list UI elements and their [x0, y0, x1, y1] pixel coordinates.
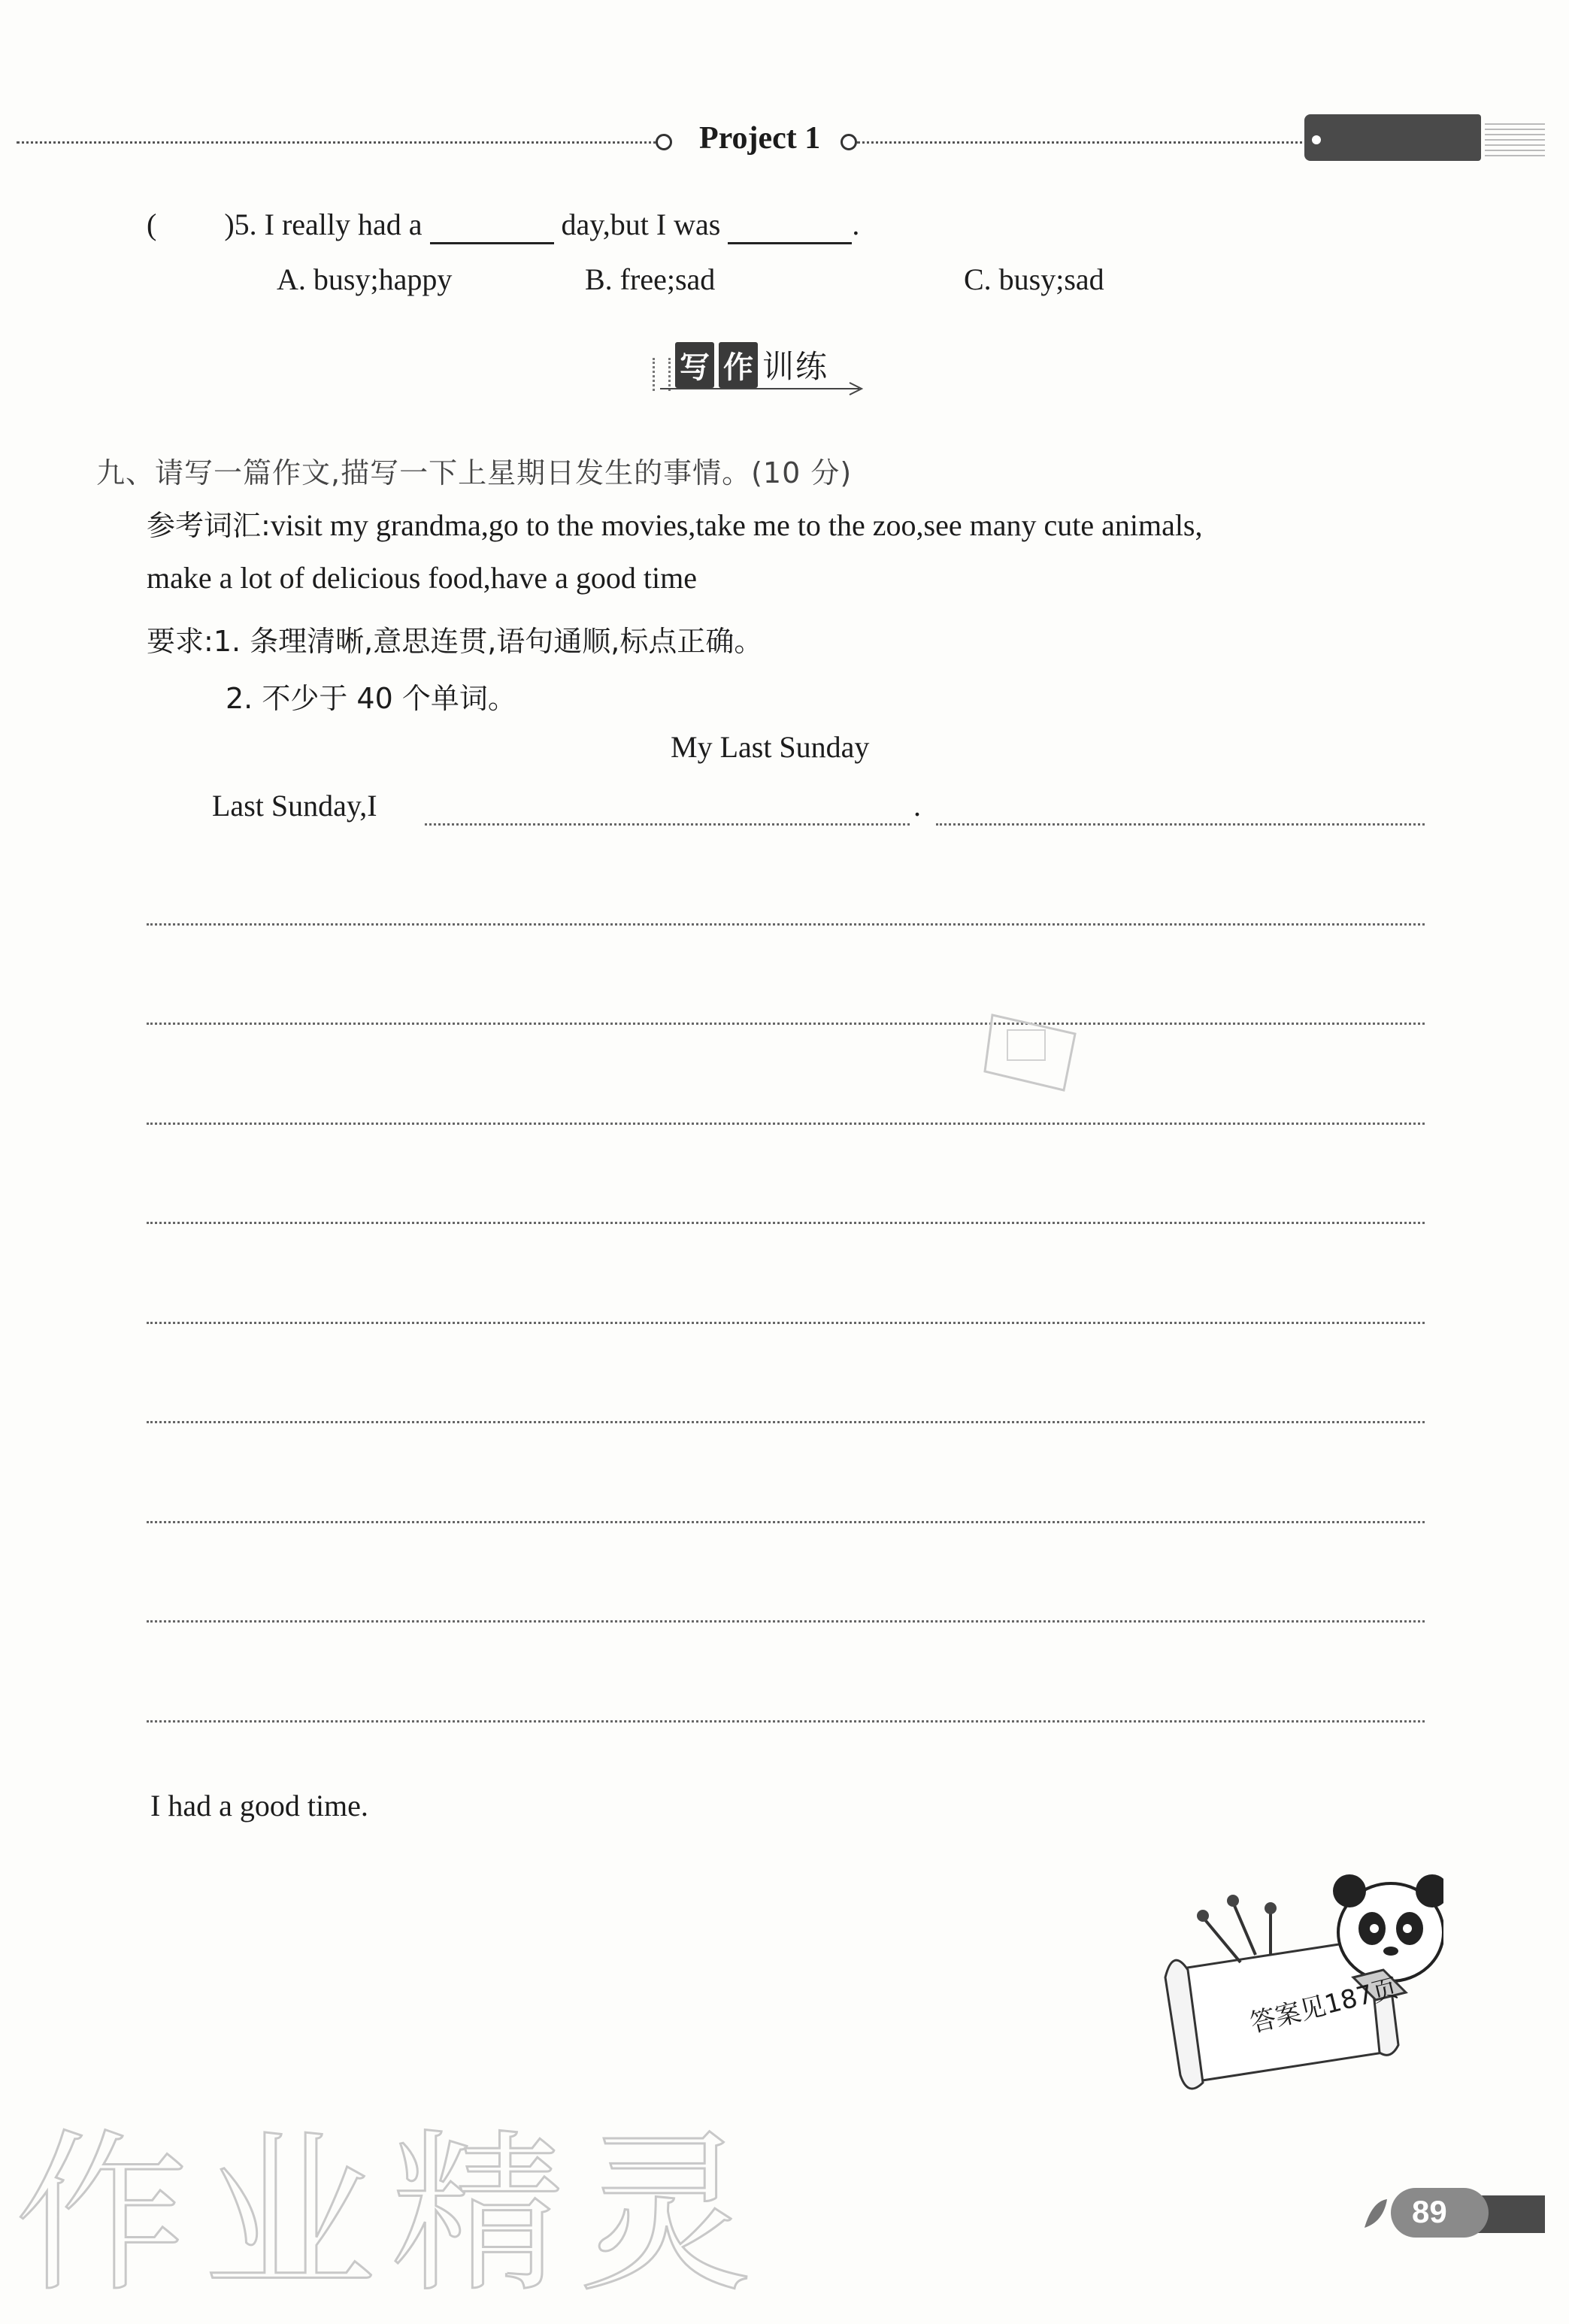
page-number: 89: [1412, 2194, 1447, 2229]
header-circle-left: [656, 134, 672, 150]
question-5: [147, 207, 859, 244]
section-tag-1: 写: [675, 342, 714, 388]
page-number-badge: [1361, 2188, 1549, 2241]
writing-line[interactable]: [147, 923, 1425, 926]
essay-title: My Last Sunday: [671, 730, 870, 764]
requirement-1: 1. 条理清晰,意思连贯,语句通顺,标点正确。: [213, 625, 763, 658]
header-tab: [1304, 114, 1481, 161]
writing-line-first-cont[interactable]: [936, 823, 1425, 826]
question-number: 5.: [234, 208, 257, 241]
essay-opening: Last Sunday,I: [212, 789, 377, 823]
answer-note: 答案见187页: [1246, 1973, 1401, 2039]
answer-paren-close: ): [224, 208, 235, 241]
option-b: B. free;sad: [585, 262, 716, 296]
blank-2[interactable]: [728, 207, 852, 244]
writing-line[interactable]: [147, 1620, 1425, 1623]
arrow-icon: [653, 380, 878, 398]
question-text-a: I really had a: [264, 208, 423, 241]
header-circle-right: [841, 134, 857, 150]
writing-line[interactable]: [147, 1720, 1425, 1723]
writing-line[interactable]: [147, 1521, 1425, 1523]
faint-stamp-icon: [977, 1000, 1090, 1098]
writing-line[interactable]: [147, 1421, 1425, 1423]
leaf-icon: [1361, 2194, 1391, 2239]
option-c: C. busy;sad: [964, 262, 1104, 296]
vocab-line-2: make a lot of delicious food,have a good time: [147, 561, 698, 595]
writing-line[interactable]: [147, 1222, 1425, 1224]
answer-paren-open: (: [147, 208, 157, 241]
header-hatch: [1485, 120, 1545, 156]
vocab-line-1: [147, 502, 1203, 544]
question-text-c: .: [852, 208, 860, 241]
vocab-label: 参考词汇:: [147, 509, 271, 542]
header-tab-hole: [1312, 135, 1321, 144]
writing-line[interactable]: [147, 1023, 1425, 1025]
vocab-text-1: visit my grandma,go to the movies,take me to the zoo,see many cute animals,: [270, 508, 1203, 542]
writing-line-first[interactable]: [425, 823, 910, 826]
section-tag-2: 作: [719, 342, 758, 388]
section-title: 训练: [762, 348, 829, 385]
header-rule-left: [17, 141, 662, 144]
requirement-line-1: [147, 618, 762, 659]
question-9-prompt: 九、请写一篇作文,描写一下上星期日发生的事情。(10 分): [96, 456, 853, 489]
header-title: Project 1: [699, 121, 821, 156]
option-a: A. busy;happy: [277, 262, 453, 296]
requirement-2: 2. 不少于 40 个单词。: [226, 682, 516, 715]
writing-line[interactable]: [147, 1123, 1425, 1125]
header-rule-right: [857, 141, 1308, 144]
question-text-b: day,but I was: [561, 208, 721, 241]
writing-line[interactable]: [147, 1322, 1425, 1324]
watermark: 作业精灵: [15, 2115, 768, 2316]
section-heading: [653, 342, 828, 387]
requirement-label: 要求:: [147, 625, 214, 658]
blank-1[interactable]: [430, 207, 554, 244]
essay-period: .: [913, 789, 921, 823]
panda-scroll-icon: [1158, 1857, 1443, 2105]
essay-closing: I had a good time.: [150, 1789, 368, 1823]
